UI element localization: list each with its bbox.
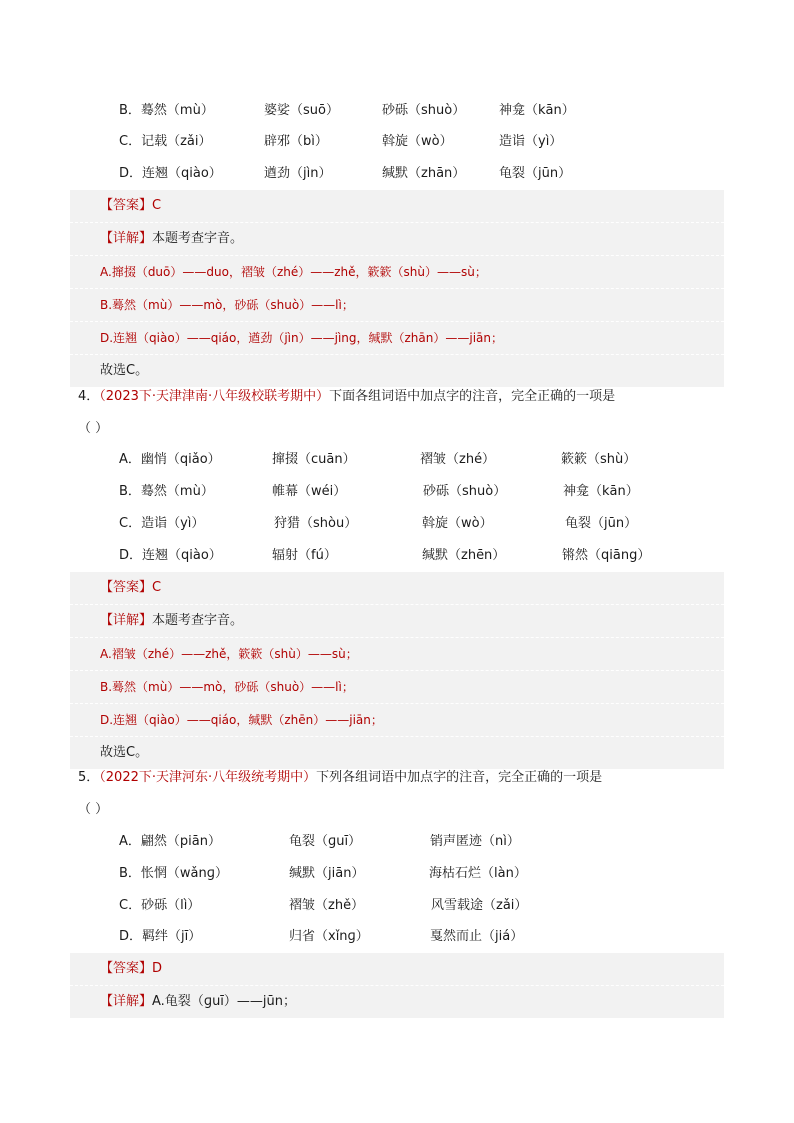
q4-answer-block <box>70 572 724 769</box>
option-word: 婆娑（suō） <box>264 103 339 118</box>
option-label: A．幽悄（qiǎo） <box>119 452 221 467</box>
option-label: B．怅惘（wǎnɡ） <box>119 866 229 881</box>
explanation-text: D.连翘（qiào）——qiáo，缄默（zhēn）——jiān； <box>100 713 383 727</box>
detail-text: 本题考查字音。 <box>152 613 244 628</box>
answer-line <box>70 953 724 985</box>
option-word: 褶皱（zhě） <box>289 898 365 913</box>
detail-text: A.龟裂（ɡuī）——jūn； <box>152 994 297 1009</box>
explanation-line <box>70 255 724 288</box>
detail-line <box>70 604 724 637</box>
option-word: 归省（xǐnɡ） <box>289 929 369 944</box>
option-label: C．砂砾（lì） <box>119 898 201 913</box>
explanation-line <box>70 637 724 670</box>
option-word: 砂砾（shuò） <box>382 103 466 118</box>
option-label: C．造诣（yì） <box>119 516 205 531</box>
option-word: 锵然（qiāng） <box>562 548 651 563</box>
detail-tag: 【详解】 <box>100 994 153 1009</box>
explanation-text: B.蓦然（mù）——mò，砂砾（shuò）——lì； <box>100 680 354 694</box>
explanation-line <box>70 670 724 703</box>
option-word: 斡旋（wò） <box>382 134 453 149</box>
detail-line <box>70 985 724 1018</box>
option-word: 龟裂（jūn） <box>499 166 572 181</box>
conclusion-line <box>70 354 724 387</box>
question-source: （2023下·天津津南·八年级校联考期中） <box>99 389 330 404</box>
answer-tag: 【答案】 <box>100 961 153 976</box>
option-word: 风雪载途（zǎi） <box>431 898 528 913</box>
option-label: B．蓦然（mù） <box>119 103 214 118</box>
answer-value: C <box>152 580 162 595</box>
option-word: 缄默（zhān） <box>382 166 466 181</box>
option-word: 辟邪（bì） <box>264 134 328 149</box>
option-word: 龟裂（ɡuī） <box>289 834 362 849</box>
answer-paren: （ ） <box>78 802 109 817</box>
option-word: 撺掇（cuān） <box>272 452 356 467</box>
option-label: D．羁绊（jī） <box>119 929 202 944</box>
option-word: 狩猎（shòu） <box>274 516 358 531</box>
detail-line <box>70 222 724 255</box>
answer-paren: （ ） <box>78 421 109 436</box>
explanation-line <box>70 703 724 736</box>
explanation-line <box>70 288 724 321</box>
option-word: 销声匿迹（nì） <box>430 834 520 849</box>
explanation-text: A.褶皱（zhé）——zhě，簌簌（shù）——sù； <box>100 647 358 661</box>
option-label: D．连翘（qiào） <box>119 548 222 563</box>
option-word: 神龛（kān） <box>563 484 639 499</box>
answer-tag: 【答案】 <box>100 580 153 595</box>
q3-answer-block <box>70 190 724 387</box>
option-word: 帷幕（wéi） <box>272 484 347 499</box>
q4-stem <box>78 385 615 409</box>
option-word: 辐射（fú） <box>272 548 337 563</box>
option-word: 缄默（zhēn） <box>422 548 506 563</box>
explanation-text: A.撺掇（duō）——duo，褶皱（zhé）——zhě，簌簌（shù）——sù； <box>100 265 487 279</box>
q5-answer-block <box>70 953 724 1018</box>
q5-stem <box>78 766 602 790</box>
answer-value: D <box>152 961 163 976</box>
conclusion-text: 故选C。 <box>100 745 149 760</box>
answer-line <box>70 572 724 604</box>
option-word: 神龛（kān） <box>499 103 575 118</box>
conclusion-text: 故选C。 <box>100 363 149 378</box>
question-number: 5． <box>78 770 100 785</box>
option-word: 戛然而止（jiá） <box>430 929 524 944</box>
question-number: 4． <box>78 389 100 404</box>
option-label: B．蓦然（mù） <box>119 484 214 499</box>
answer-value: C <box>152 198 162 213</box>
option-word: 海枯石烂（làn） <box>429 866 527 881</box>
detail-tag: 【详解】 <box>100 613 153 628</box>
answer-tag: 【答案】 <box>100 198 153 213</box>
explanation-text: B.蓦然（mù）——mò，砂砾（shuò）——lì； <box>100 298 354 312</box>
detail-text: 本题考查字音。 <box>152 231 244 246</box>
option-word: 龟裂（jūn） <box>565 516 638 531</box>
question-stem: 下列各组词语中加点字的注音，完全正确的一项是 <box>316 770 603 785</box>
option-word: 缄默（jiān） <box>289 866 365 881</box>
question-stem: 下面各组词语中加点字的注音，完全正确的一项是 <box>329 389 616 404</box>
q4-paren <box>78 417 108 441</box>
detail-tag: 【详解】 <box>100 231 153 246</box>
option-word: 褶皱（zhé） <box>420 452 496 467</box>
option-word: 簌簌（shù） <box>561 452 637 467</box>
option-word: 遒劲（jìn） <box>264 166 332 181</box>
option-label: A．翩然（piān） <box>119 834 221 849</box>
answer-line <box>70 190 724 222</box>
explanation-text: D.连翘（qiào）——qiáo，遒劲（jìn）——jìng，缄默（zhān）——jiān； <box>100 331 504 345</box>
question-source: （2022下·天津河东·八年级统考期中） <box>99 770 317 785</box>
option-word: 造诣（yì） <box>499 134 563 149</box>
option-label: D．连翘（qiào） <box>119 166 222 181</box>
option-word: 斡旋（wò） <box>422 516 493 531</box>
option-label: C．记载（zǎi） <box>119 134 212 149</box>
option-word: 砂砾（shuò） <box>423 484 507 499</box>
explanation-line <box>70 321 724 354</box>
q5-paren <box>78 798 108 822</box>
conclusion-line <box>70 736 724 769</box>
